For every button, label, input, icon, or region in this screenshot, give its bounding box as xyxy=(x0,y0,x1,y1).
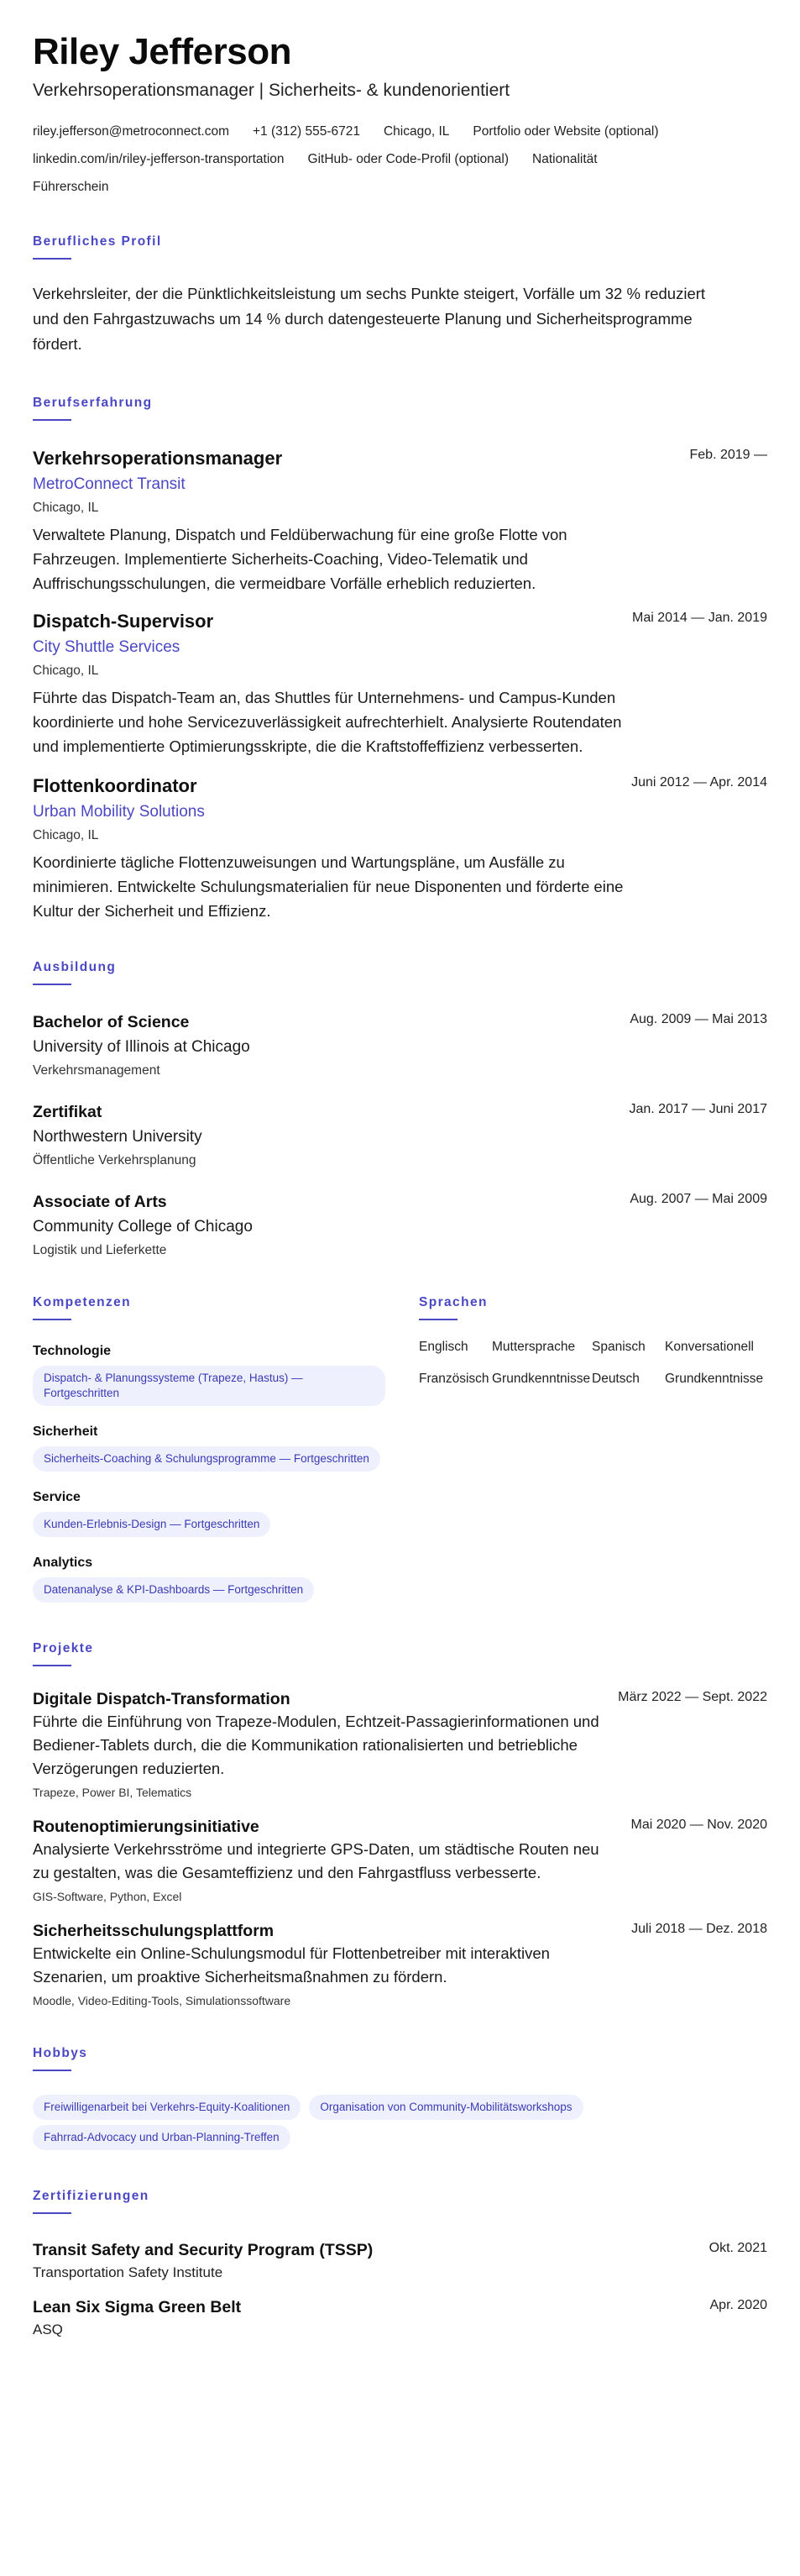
section-divider xyxy=(33,419,71,421)
study-area: Verkehrsmanagement xyxy=(33,1063,160,1078)
project-technologies: Moodle, Video-Editing-Tools, Simulationssoftware xyxy=(33,1994,291,2007)
section-divider xyxy=(33,984,71,985)
language-level: Grundkenntnisse xyxy=(665,1372,764,1386)
experience-entry xyxy=(33,446,767,595)
contact-location: Chicago, IL xyxy=(383,124,450,139)
education-date: Aug. 2007 — Mai 2009 xyxy=(630,1192,767,1206)
profile-summary: Verkehrsleiter, der die Pünktlichkeitsleistung um sechs Punkte steigert, Vorfälle um 32 % reduziert und den Fahrgastzuwachs um 14 % durch datengesteuerte Planung und Sicherheitsprogramme fördert. xyxy=(33,285,706,353)
skills-languages-row xyxy=(33,1295,767,1603)
hobby-pill: Freiwilligenarbeit bei Verkehrs-Equity-Koalitionen xyxy=(33,2095,301,2120)
section-title: Berufserfahrung xyxy=(33,396,153,410)
experience-date: Juni 2012 — Apr. 2014 xyxy=(631,775,767,790)
skill-group xyxy=(33,1342,419,1406)
project-title: Routenoptimierungsinitiative xyxy=(33,1818,259,1836)
education-date: Aug. 2009 — Mai 2013 xyxy=(630,1012,767,1026)
contact-github[interactable]: GitHub- oder Code-Profil (optional) xyxy=(307,152,510,166)
certification-issuer: ASQ xyxy=(33,2322,63,2337)
contact-phone[interactable]: +1 (312) 555-6721 xyxy=(252,124,360,139)
degree-name: Zertifikat xyxy=(33,1103,102,1121)
section-divider xyxy=(33,2070,71,2071)
school-name: Northwestern University xyxy=(33,1128,202,1146)
job-location: Chicago, IL xyxy=(33,828,99,842)
project-date: März 2022 — Sept. 2022 xyxy=(618,1690,767,1704)
section-title: Kompetenzen xyxy=(33,1295,132,1309)
section-divider xyxy=(33,1319,71,1320)
language-name: Spanisch xyxy=(592,1340,646,1354)
hobbies-section xyxy=(33,2046,767,2150)
skill-category: Service xyxy=(33,1490,81,1504)
skill-pill: Kunden-Erlebnis-Design — Fortgeschritten xyxy=(33,1512,270,1537)
project-title: Digitale Dispatch-Transformation xyxy=(33,1690,290,1708)
candidate-name: Riley Jefferson xyxy=(33,31,291,72)
language-name: Englisch xyxy=(419,1340,468,1354)
school-name: University of Illinois at Chicago xyxy=(33,1038,250,1056)
study-area: Öffentliche Verkehrsplanung xyxy=(33,1153,196,1167)
experience-entry xyxy=(33,609,767,758)
project-entry xyxy=(33,1688,767,1801)
section-divider xyxy=(33,1665,71,1666)
experience-section xyxy=(33,396,767,923)
employer-name: City Shuttle Services xyxy=(33,638,180,656)
skill-pill: Sicherheits-Coaching & Schulungsprogramme — Fortgeschritten xyxy=(33,1446,380,1472)
experience-date: Feb. 2019 — xyxy=(689,448,767,462)
project-date: Mai 2020 — Nov. 2020 xyxy=(630,1818,767,1832)
section-title: Hobbys xyxy=(33,2046,88,2060)
job-location: Chicago, IL xyxy=(33,501,99,515)
language-row xyxy=(419,1337,767,1357)
project-entry xyxy=(33,1920,767,2009)
section-divider xyxy=(33,2212,71,2214)
projects-section xyxy=(33,1641,767,2009)
education-date: Jan. 2017 — Juni 2017 xyxy=(629,1102,767,1116)
skill-group xyxy=(33,1488,419,1537)
experience-date: Mai 2014 — Jan. 2019 xyxy=(632,611,767,625)
skill-category: Technologie xyxy=(33,1344,112,1358)
school-name: Community College of Chicago xyxy=(33,1218,253,1236)
hobby-pill: Fahrrad-Advocacy und Urban-Planning-Treffen xyxy=(33,2125,290,2150)
skill-group xyxy=(33,1554,419,1603)
project-technologies: GIS-Software, Python, Excel xyxy=(33,1890,182,1903)
experience-entry xyxy=(33,774,767,923)
project-description: Analysierte Verkehrsströme und integrierte GPS-Daten, um städtische Routen neu zu gestalten, was die Gesamteffizienz und den Fahrgastfluss verbesserte. xyxy=(33,1840,599,1881)
contact-list xyxy=(33,118,729,201)
certification-issuer: Transportation Safety Institute xyxy=(33,2264,223,2280)
study-area: Logistik und Lieferkette xyxy=(33,1243,167,1257)
education-entry xyxy=(33,1190,767,1260)
profile-section xyxy=(33,234,767,357)
job-title: Verkehrsoperationsmanager xyxy=(33,448,283,469)
job-location: Chicago, IL xyxy=(33,664,99,678)
contact-portfolio[interactable]: Portfolio oder Website (optional) xyxy=(473,124,659,139)
certification-date: Okt. 2021 xyxy=(708,2241,767,2255)
project-technologies: Trapeze, Power BI, Telematics xyxy=(33,1786,192,1799)
skill-group xyxy=(33,1423,419,1472)
languages-section xyxy=(419,1295,767,1603)
certification-entry xyxy=(33,2239,767,2283)
candidate-headline: Verkehrsoperationsmanager | Sicherheits- & kundenorientiert xyxy=(33,81,510,100)
contact-nationality: Nationalität xyxy=(532,152,598,166)
language-row xyxy=(419,1369,767,1389)
degree-name: Bachelor of Science xyxy=(33,1013,190,1031)
section-title: Zertifizierungen xyxy=(33,2189,149,2203)
language-name: Französisch xyxy=(419,1372,489,1386)
job-title: Dispatch-Supervisor xyxy=(33,611,214,632)
certification-entry xyxy=(33,2296,767,2340)
language-level: Muttersprache xyxy=(492,1340,576,1354)
certification-name: Lean Six Sigma Green Belt xyxy=(33,2298,242,2316)
job-description: Führte das Dispatch-Team an, das Shuttles für Unternehmens- und Campus-Kunden koordinierte und hohe Servicezuverlässigkeit aufrechterhielt. Analysierte Routendaten und implementierte Optimierungsskripte, die die Kraftstoffeffizienz verbesserten. xyxy=(33,689,622,755)
certification-name: Transit Safety and Security Program (TSSP) xyxy=(33,2241,374,2259)
project-title: Sicherheitsschulungsplattform xyxy=(33,1922,275,1940)
project-entry xyxy=(33,1816,767,1905)
certification-date: Apr. 2020 xyxy=(709,2298,767,2312)
employer-name: MetroConnect Transit xyxy=(33,475,186,493)
skill-category: Analytics xyxy=(33,1556,93,1570)
hobby-list xyxy=(33,2090,767,2150)
contact-linkedin[interactable]: linkedin.com/in/riley-jefferson-transportation xyxy=(33,152,285,166)
job-description: Verwaltete Planung, Dispatch und Feldüberwachung für eine große Flotte von Fahrzeugen. Implementierte Sicherheits-Coaching, Video-Telematik und Auffrischungsschulungen, die vermeidbare Vorfälle erheblich reduzierten. xyxy=(33,526,567,592)
skills-section xyxy=(33,1295,419,1603)
skill-pill: Dispatch- & Planungssysteme (Trapeze, Hastus) — Fortgeschritten xyxy=(33,1366,385,1406)
section-divider xyxy=(419,1319,458,1320)
education-entry xyxy=(33,1100,767,1170)
language-level: Grundkenntnisse xyxy=(492,1372,591,1386)
contact-email[interactable]: riley.jefferson@metroconnect.com xyxy=(33,124,229,139)
hobby-pill: Organisation von Community-Mobilitätsworkshops xyxy=(309,2095,583,2120)
education-section xyxy=(33,960,767,1260)
project-date: Juli 2018 — Dez. 2018 xyxy=(631,1922,767,1936)
degree-name: Associate of Arts xyxy=(33,1193,167,1211)
employer-name: Urban Mobility Solutions xyxy=(33,803,205,821)
project-description: Führte die Einführung von Trapeze-Modulen, Echtzeit-Passagierinformationen und Bediener-Tablets durch, die die Kommunikation rationalisierten und betriebliche Verzögerungen reduzierten. xyxy=(33,1713,599,1777)
section-title: Sprachen xyxy=(419,1295,488,1309)
job-title: Flottenkoordinator xyxy=(33,775,197,796)
section-divider xyxy=(33,258,71,260)
contact-license: Führerschein xyxy=(33,180,109,194)
education-entry xyxy=(33,1010,767,1080)
project-description: Entwickelte ein Online-Schulungsmodul für Flottenbetreiber mit interaktiven Szenarien, um proaktive Sicherheitsmaßnahmen zu fördern. xyxy=(33,1944,550,1986)
language-name: Deutsch xyxy=(592,1372,640,1386)
section-title: Berufliches Profil xyxy=(33,234,162,249)
skill-pill: Datenanalyse & KPI-Dashboards — Fortgeschritten xyxy=(33,1577,314,1603)
language-level: Konversationell xyxy=(665,1340,754,1354)
skill-category: Sicherheit xyxy=(33,1424,98,1439)
certifications-section xyxy=(33,2189,767,2340)
section-title: Ausbildung xyxy=(33,960,117,974)
section-title: Projekte xyxy=(33,1641,94,1655)
job-description: Koordinierte tägliche Flottenzuweisungen und Wartungspläne, um Ausfälle zu minimieren. Entwickelte Schulungsmaterialien für neue Disponenten und förderte eine Kultur der Sicherheit und Effizienz. xyxy=(33,853,624,920)
